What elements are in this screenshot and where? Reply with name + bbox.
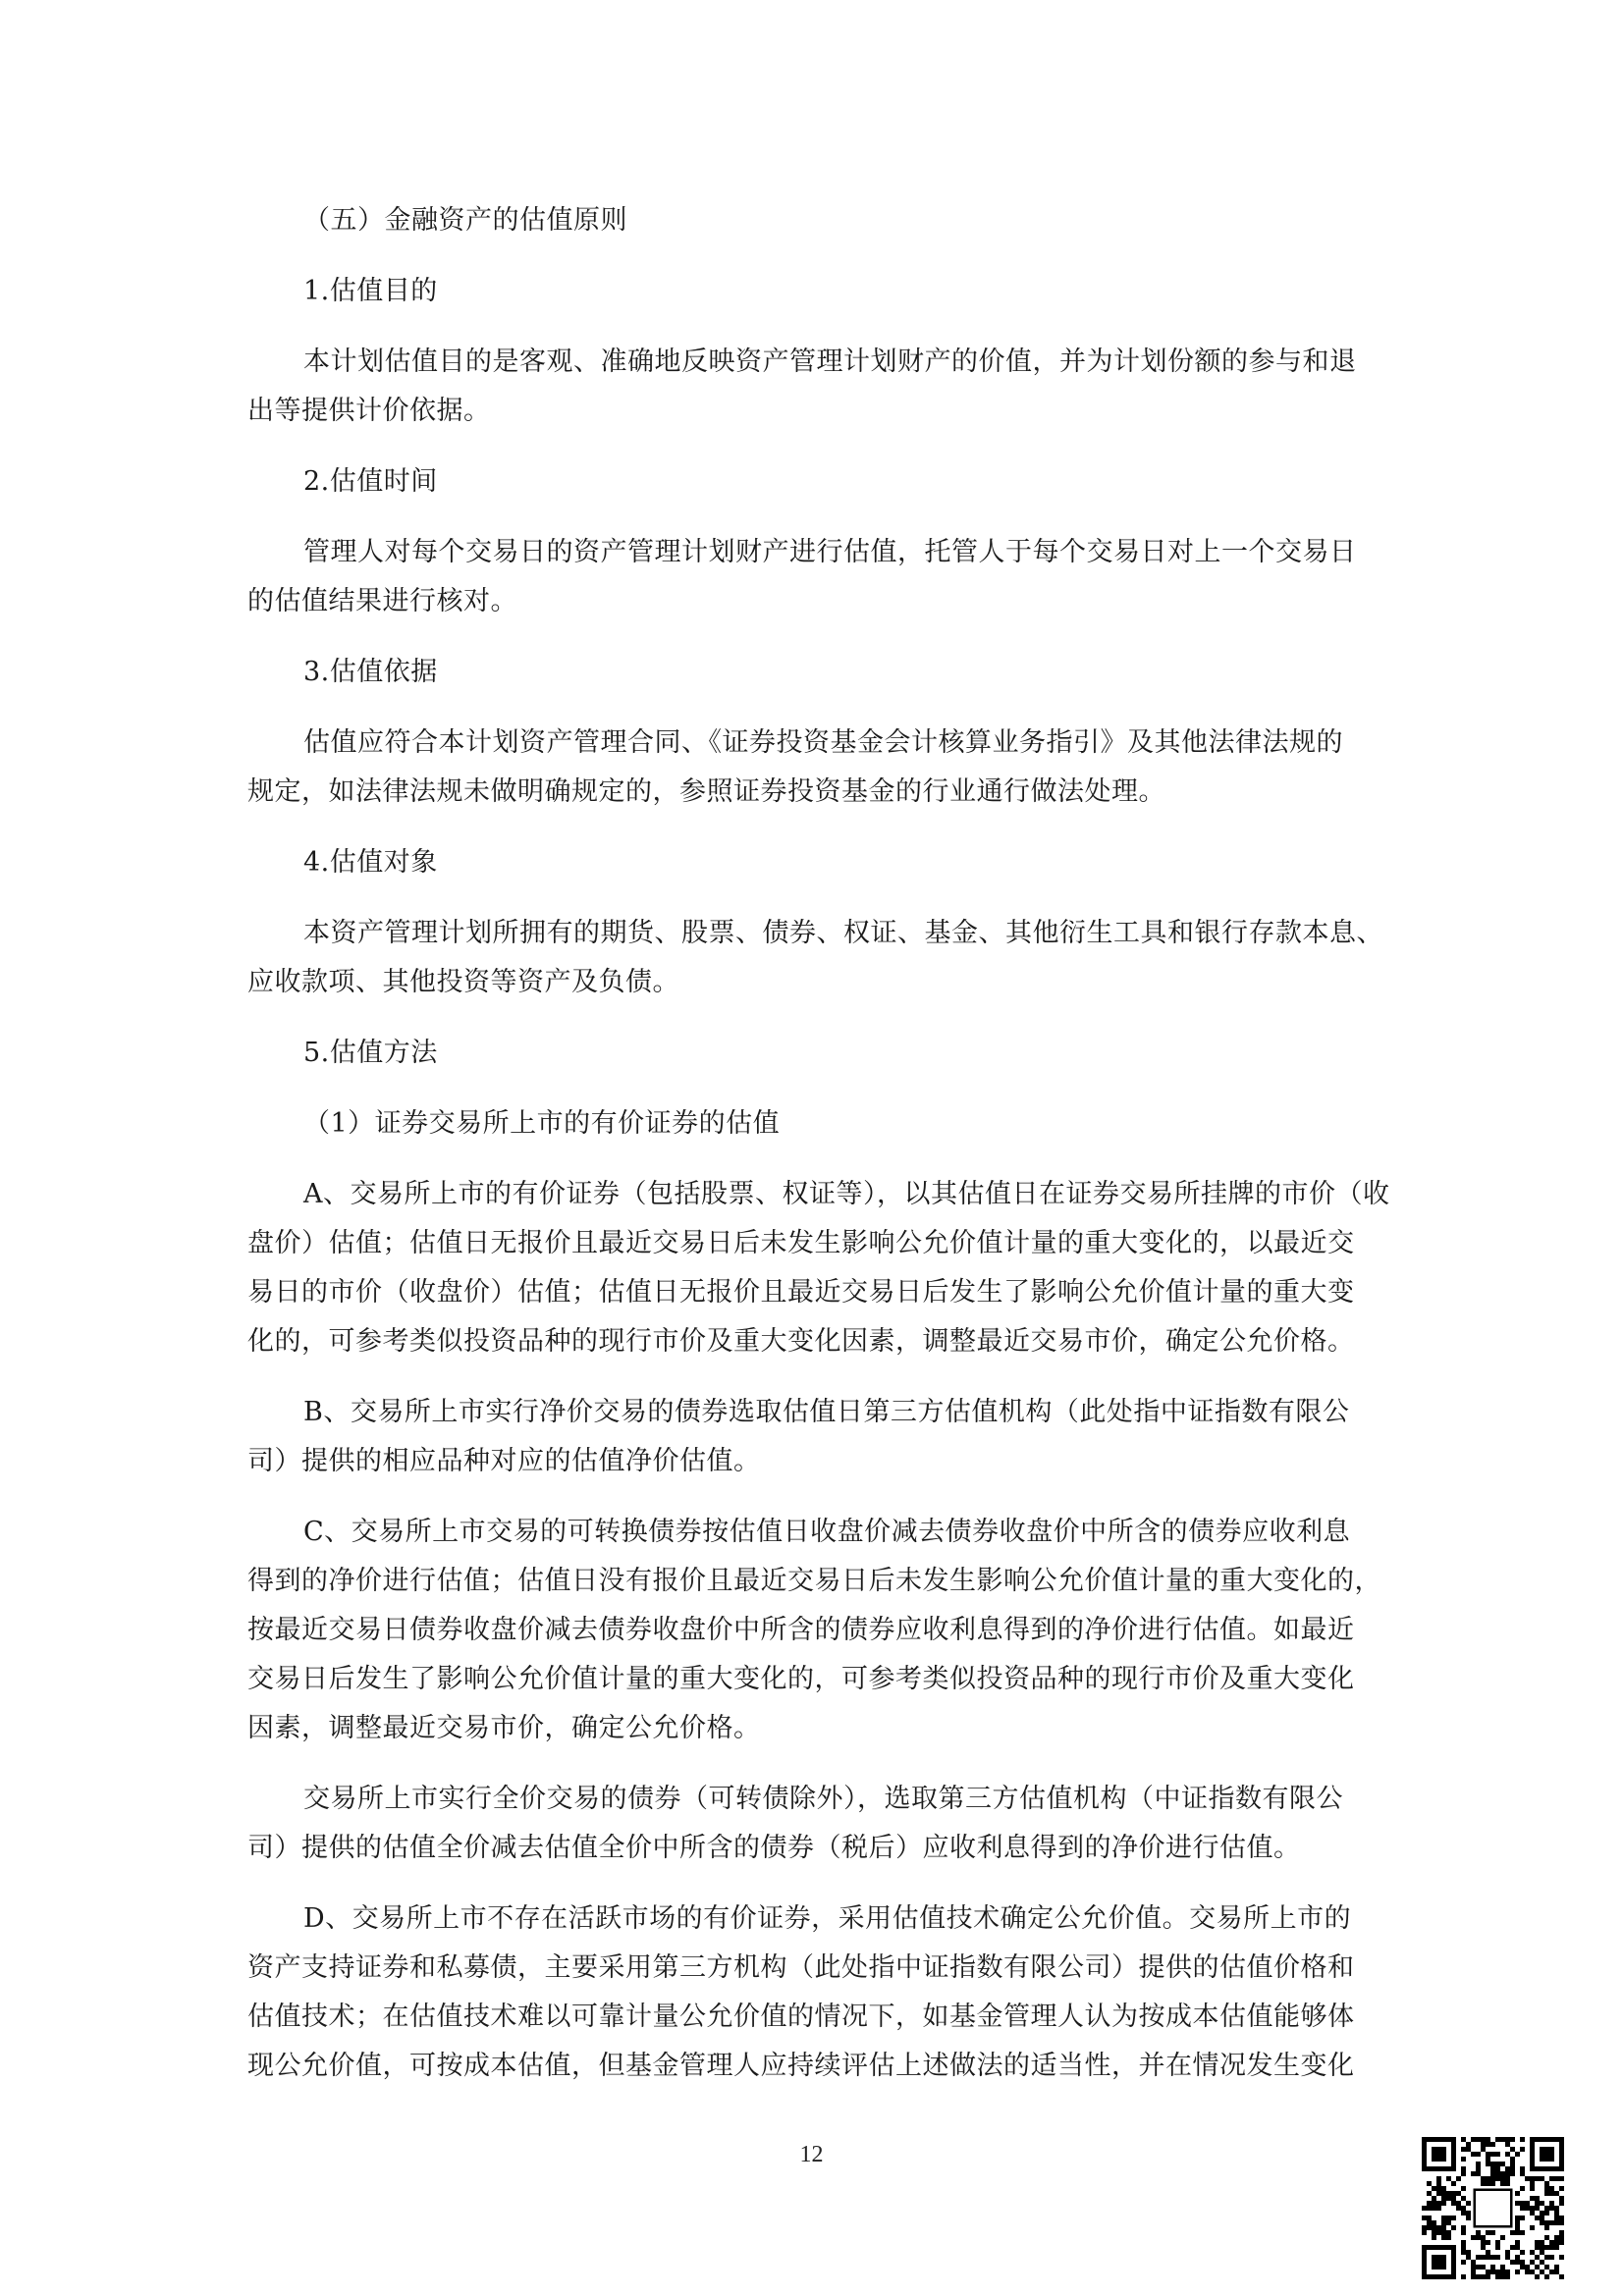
text-line: 因素，调整最近交易市价，确定公允价格。: [247, 1713, 761, 1743]
text-line: 3.估值依据: [303, 657, 438, 687]
paragraph: [247, 1775, 1426, 1873]
paragraph: [247, 719, 1426, 817]
text-line: 2.估值时间: [303, 466, 438, 497]
paragraph: [247, 1508, 1426, 1753]
text-line: 易日的市价（收盘价）估值；估值日无报价且最近交易日后发生了影响公允价值计量的重大变: [247, 1277, 1355, 1308]
text-line: 现公允价值，可按成本估值，但基金管理人应持续评估上述做法的适当性，并在情况发生变化: [247, 2051, 1355, 2081]
text-line: 交易所上市实行全价交易的债券（可转债除外），选取第三方估值机构（中证指数有限公: [303, 1784, 1343, 1814]
paragraph: [247, 1388, 1426, 1486]
text-line: 应收款项、其他投资等资产及负债。: [247, 967, 679, 997]
text-line: 盘价）估值；估值日无报价且最近交易日后未发生影响公允价值计量的重大变化的，以最近交: [247, 1228, 1355, 1258]
paragraph: [247, 528, 1426, 626]
text-line: 交易日后发生了影响公允价值计量的重大变化的，可参考类似投资品种的现行市价及重大变化: [247, 1664, 1355, 1694]
text-line: 5.估值方法: [303, 1038, 438, 1068]
qr-code-icon: [1422, 2137, 1564, 2279]
text-line: 出等提供计价依据。: [247, 396, 491, 426]
paragraph: [247, 1895, 1426, 2091]
text-line: 得到的净价进行估值；估值日没有报价且最近交易日后未发生影响公允价值计量的重大变化的，: [247, 1566, 1381, 1596]
paragraph: [247, 1099, 1426, 1148]
text-line: 管理人对每个交易日的资产管理计划财产进行估值，托管人于每个交易日对上一个交易日: [303, 537, 1357, 567]
text-line: 化的，可参考类似投资品种的现行市价及重大变化因素，调整最近交易市价，确定公允价格。: [247, 1326, 1355, 1357]
paragraph: [247, 338, 1426, 436]
text-line: 1.估值目的: [303, 276, 438, 306]
text-line: 本资产管理计划所拥有的期货、股票、债券、权证、基金、其他衍生工具和银行存款本息、: [303, 918, 1383, 948]
paragraph: [247, 457, 1426, 507]
text-line: 司）提供的估值全价减去估值全价中所含的债券（税后）应收利息得到的净价进行估值。: [247, 1833, 1301, 1863]
text-line: 资产支持证券和私募债，主要采用第三方机构（此处指中证指数有限公司）提供的估值价格和: [247, 1952, 1355, 1983]
text-line: A、交易所上市的有价证券（包括股票、权证等），以其估值日在证券交易所挂牌的市价（收: [303, 1179, 1390, 1209]
paragraph: [247, 1029, 1426, 1078]
text-line: D、交易所上市不存在活跃市场的有价证券，采用估值技术确定公允价值。交易所上市的: [303, 1903, 1352, 1934]
page-number: 12: [799, 2142, 824, 2167]
paragraph: [247, 267, 1426, 316]
text-line: 司）提供的相应品种对应的估值净价估值。: [247, 1446, 761, 1476]
text-line: （五）金融资产的估值原则: [303, 205, 627, 236]
text-line: 规定，如法律法规未做明确规定的，参照证券投资基金的行业通行做法处理。: [247, 776, 1165, 807]
paragraph: [247, 1170, 1426, 1366]
text-line: 的估值结果进行核对。: [247, 586, 517, 616]
text-line: 估值技术；在估值技术难以可靠计量公允价值的情况下，如基金管理人认为按成本估值能够体: [247, 2002, 1355, 2032]
text-line: 估值应符合本计划资产管理合同、《证券投资基金会计核算业务指引》及其他法律法规的: [303, 727, 1343, 758]
text-line: 按最近交易日债券收盘价减去债券收盘价中所含的债券应收利息得到的净价进行估值。如最近: [247, 1615, 1355, 1645]
text-line: （1）证券交易所上市的有价证券的估值: [303, 1108, 781, 1139]
paragraph: [247, 648, 1426, 697]
text-line: 4.估值对象: [303, 847, 438, 878]
document-body: [247, 196, 1426, 2091]
text-line: 本计划估值目的是客观、准确地反映资产管理计划财产的价值，并为计划份额的参与和退: [303, 347, 1357, 377]
paragraph: [247, 909, 1426, 1007]
paragraph: [247, 838, 1426, 887]
text-line: C、交易所上市交易的可转换债券按估值日收盘价减去债券收盘价中所含的债券应收利息: [303, 1517, 1351, 1547]
text-line: B、交易所上市实行净价交易的债券选取估值日第三方估值机构（此处指中证指数有限公: [303, 1397, 1350, 1427]
paragraph: [247, 196, 1426, 245]
